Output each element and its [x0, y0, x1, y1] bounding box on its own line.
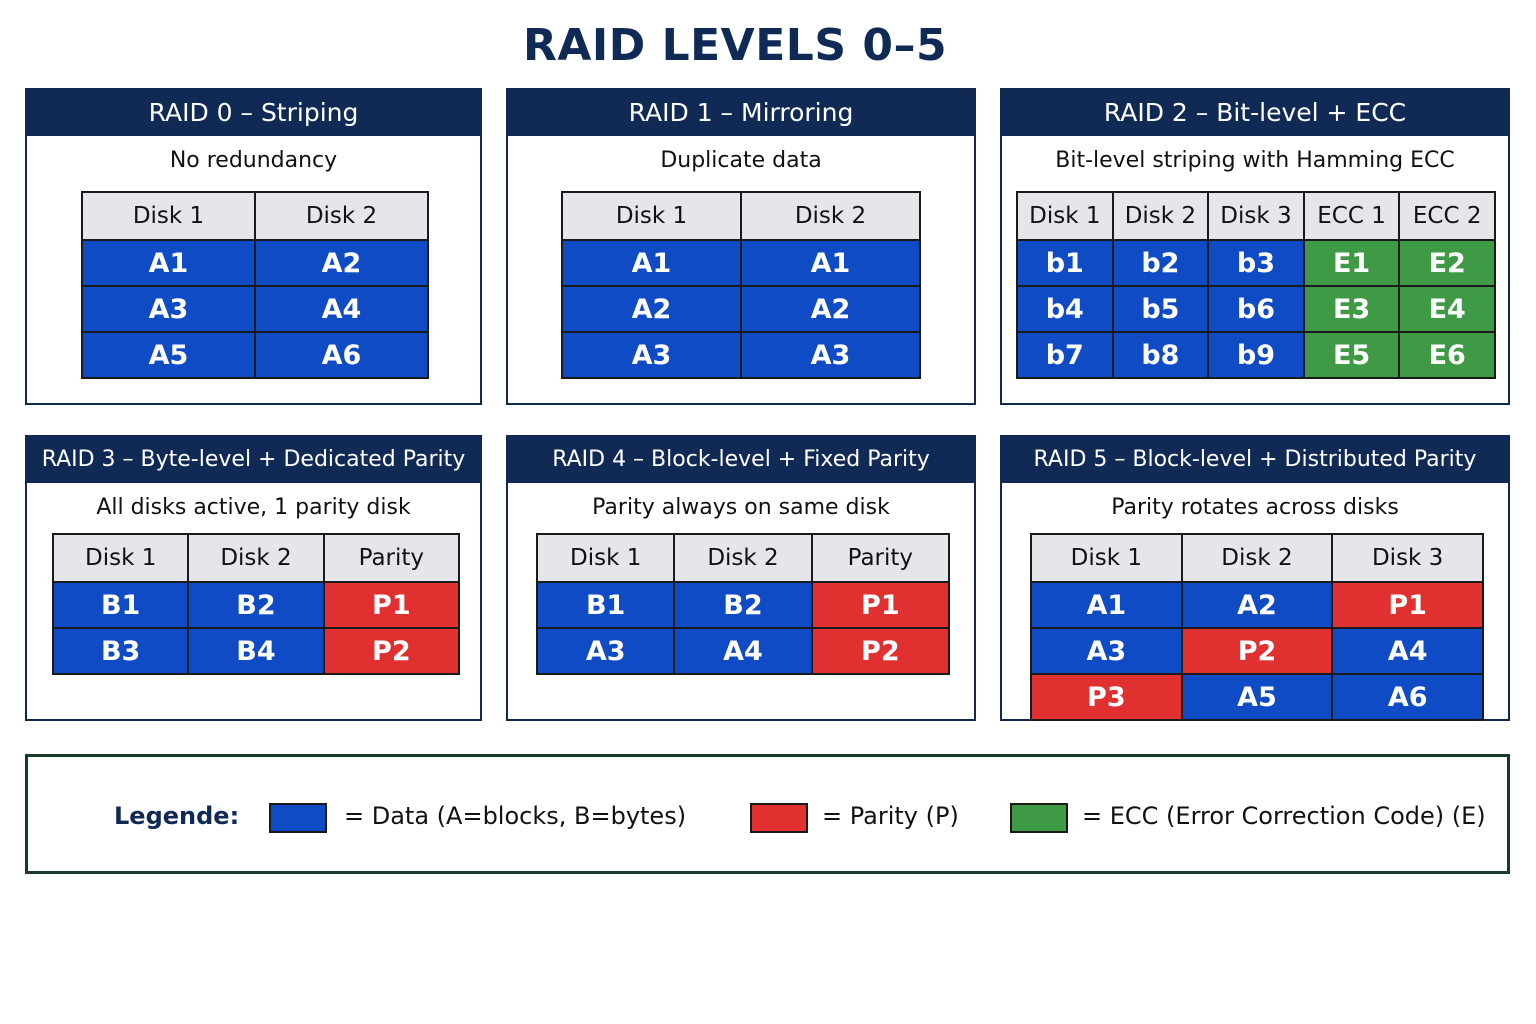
panel-raid-3 [25, 435, 482, 721]
panel-raid-5 [1000, 435, 1510, 721]
column-header: Disk 1 [537, 534, 674, 582]
panel-subtitle: Bit-level striping with Hamming ECC [1055, 148, 1455, 173]
column-header: Parity [324, 534, 459, 582]
data-block: A2 [1182, 582, 1333, 628]
data-block: B4 [188, 628, 323, 674]
data-block: A3 [741, 332, 920, 378]
column-header: Disk 2 [674, 534, 811, 582]
column-header: Disk 2 [1182, 534, 1333, 582]
table-row [562, 286, 920, 332]
parity-block: P1 [324, 582, 459, 628]
data-block: B3 [53, 628, 188, 674]
data-block: A3 [562, 332, 741, 378]
data-block: b6 [1208, 286, 1304, 332]
column-header: Disk 2 [741, 192, 920, 240]
panel-subtitle: No redundancy [169, 148, 338, 173]
data-block: b8 [1113, 332, 1209, 378]
data-block: B1 [537, 582, 674, 628]
disk-table [52, 533, 460, 675]
legend [25, 754, 1510, 874]
column-header: Disk 1 [1031, 534, 1182, 582]
table-header-row [1031, 534, 1483, 582]
ecc-block: E2 [1399, 240, 1495, 286]
data-block: A5 [1182, 674, 1333, 720]
table-row [1017, 286, 1495, 332]
table-row [1017, 240, 1495, 286]
data-block: A3 [82, 286, 255, 332]
data-block: B2 [188, 582, 323, 628]
panel-heading: RAID 4 – Block-level + Fixed Parity [508, 437, 974, 483]
disk-table [81, 191, 429, 379]
table-row [537, 582, 949, 628]
table-row [53, 628, 459, 674]
table-row [82, 286, 428, 332]
table-row [82, 240, 428, 286]
panel-heading: RAID 2 – Bit-level + ECC [1002, 90, 1508, 136]
data-block: A3 [1031, 628, 1182, 674]
table-row [53, 582, 459, 628]
data-block: b7 [1017, 332, 1113, 378]
table-row [562, 332, 920, 378]
column-header: Parity [812, 534, 949, 582]
panel-subtitle: All disks active, 1 parity disk [96, 495, 411, 520]
diagram-title: RAID LEVELS 0–5 [522, 20, 948, 71]
ecc-block: E4 [1399, 286, 1495, 332]
panel-raid-4 [506, 435, 976, 721]
disk-table [561, 191, 921, 379]
table-row [1031, 674, 1483, 720]
ecc-block: E3 [1304, 286, 1400, 332]
column-header: Disk 2 [255, 192, 428, 240]
data-block: A5 [82, 332, 255, 378]
data-block: A4 [255, 286, 428, 332]
data-block: A6 [255, 332, 428, 378]
data-block: A2 [562, 286, 741, 332]
parity-block: P1 [1332, 582, 1483, 628]
table-header-row [537, 534, 949, 582]
panel-raid-1 [506, 88, 976, 405]
panel-raid-0 [25, 88, 482, 405]
legend-parity-swatch [750, 803, 808, 833]
legend-ecc-swatch [1010, 803, 1068, 833]
data-block: B1 [53, 582, 188, 628]
column-header: Disk 1 [53, 534, 188, 582]
table-row [1031, 628, 1483, 674]
table-row [537, 628, 949, 674]
data-block: A2 [741, 286, 920, 332]
disk-table [536, 533, 950, 675]
table-row [1017, 332, 1495, 378]
column-header: Disk 2 [1113, 192, 1209, 240]
data-block: A1 [1031, 582, 1182, 628]
ecc-block: E1 [1304, 240, 1400, 286]
parity-block: P2 [324, 628, 459, 674]
data-block: b5 [1113, 286, 1209, 332]
data-block: A3 [537, 628, 674, 674]
panel-heading: RAID 5 – Block-level + Distributed Parity [1002, 437, 1508, 483]
legend-parity-text: = Parity (P) [822, 802, 959, 830]
legend-data-swatch [269, 803, 327, 833]
table-row [562, 240, 920, 286]
column-header: ECC 2 [1399, 192, 1495, 240]
data-block: b9 [1208, 332, 1304, 378]
table-header-row [53, 534, 459, 582]
legend-ecc-text: = ECC (Error Correction Code) (E) [1082, 802, 1486, 830]
data-block: B2 [674, 582, 811, 628]
parity-block: P2 [812, 628, 949, 674]
column-header: Disk 3 [1332, 534, 1483, 582]
column-header: Disk 2 [188, 534, 323, 582]
table-header-row [562, 192, 920, 240]
data-block: b2 [1113, 240, 1209, 286]
data-block: A4 [674, 628, 811, 674]
panel-heading: RAID 0 – Striping [27, 90, 480, 136]
panel-subtitle: Duplicate data [660, 148, 822, 173]
data-block: A2 [255, 240, 428, 286]
parity-block: P1 [812, 582, 949, 628]
data-block: b3 [1208, 240, 1304, 286]
disk-table [1016, 191, 1496, 379]
table-row [82, 332, 428, 378]
panel-subtitle: Parity always on same disk [592, 495, 890, 520]
panel-raid-2 [1000, 88, 1510, 405]
table-header-row [82, 192, 428, 240]
data-block: A4 [1332, 628, 1483, 674]
data-block: A1 [741, 240, 920, 286]
panel-heading: RAID 1 – Mirroring [508, 90, 974, 136]
column-header: ECC 1 [1304, 192, 1400, 240]
table-header-row [1017, 192, 1495, 240]
disk-table [1030, 533, 1484, 721]
ecc-block: E6 [1399, 332, 1495, 378]
parity-block: P3 [1031, 674, 1182, 720]
data-block: b4 [1017, 286, 1113, 332]
parity-block: P2 [1182, 628, 1333, 674]
column-header: Disk 1 [82, 192, 255, 240]
data-block: A1 [82, 240, 255, 286]
table-row [1031, 582, 1483, 628]
panel-heading: RAID 3 – Byte-level + Dedicated Parity [27, 437, 480, 483]
legend-label: Legende: [114, 802, 240, 830]
legend-data-text: = Data (A=blocks, B=bytes) [344, 802, 687, 830]
column-header: Disk 1 [1017, 192, 1113, 240]
data-block: A1 [562, 240, 741, 286]
panel-subtitle: Parity rotates across disks [1111, 495, 1399, 520]
column-header: Disk 3 [1208, 192, 1304, 240]
ecc-block: E5 [1304, 332, 1400, 378]
data-block: b1 [1017, 240, 1113, 286]
column-header: Disk 1 [562, 192, 741, 240]
data-block: A6 [1332, 674, 1483, 720]
